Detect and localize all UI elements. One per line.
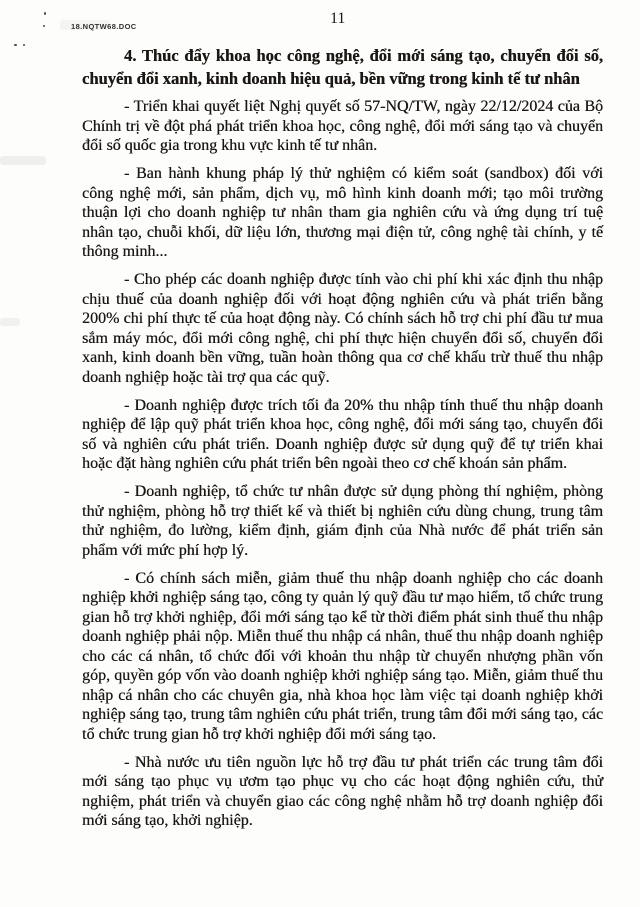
paragraph: - Doanh nghiệp, tổ chức tư nhân được sử dụng phòng thí nghiệm, phòng thử nghiệm, phòng hỗ trợ thiết kế và thiết bị nghiên cứu dùng chung, trung tâm thử nghiệm, đo lường, kiểm định, giám định của Nhà nước để phát triển sản phẩm với mức phí hợp lý. [82,483,603,559]
paragraph: - Có chính sách miễn, giảm thuế thu nhập doanh nghiệp cho các doanh nghiệp khởi nghiệp sáng tạo, công ty quản lý quỹ đầu tư mạo hiểm, tổ chức trung gian hỗ trợ khởi nghiệp, đổi mới sáng tạo kể từ thời điểm phát sinh thuế thu nhập doanh nghiệp phải nộp. Miễn thuế thu nhập cá nhân, thuế thu nhập doanh nghiệp cho các cá nhân, tổ chức đối với khoản thu nhập từ chuyển nhượng phần vốn góp, quyền góp vốn vào doanh nghiệp khởi nghiệp sáng tạo. Miễn, giảm thuế thu nhập cá nhân cho các chuyên gia, nhà khoa học làm việc tại doanh nghiệp khởi nghiệp sáng tạo, trung tâm nghiên cứu phát triển, trung tâm đổi mới sáng tạo, các tổ chức trung gian hỗ trợ khởi nghiệp đổi mới sáng tạo. [82,569,603,743]
scan-smudge [0,156,46,165]
paragraph-list [82,97,603,831]
paragraph: - Triển khai quyết liệt Nghị quyết số 57-NQ/TW, ngày 22/12/2024 của Bộ Chính trị về đột phá phát triển khoa học, công nghệ, đổi mới sáng tạo và chuyển đổi số quốc gia trong khu vực kinh tế tư nhân. [82,98,603,154]
paragraph: - Ban hành khung pháp lý thử nghiệm có kiểm soát (sandbox) đối với công nghệ mới, sản phẩm, dịch vụ, mô hình kinh doanh mới; tạo môi trường thuận lợi cho doanh nghiệp tư nhân tham gia nghiên cứu và ứng dụng trí tuệ nhân tạo, chuỗi khối, dữ liệu lớn, thương mại điện tử, công nghệ tài chính, y tế thông minh... [82,165,603,260]
paragraph: - Nhà nước ưu tiên nguồn lực hỗ trợ đầu tư phát triển các trung tâm đổi mới sáng tạo phục vụ ươm tạo phục vụ cho các hoạt động nghiên cứu, thử nghiệm, phát triển và chuyển giao các công nghệ nhằm hỗ trợ doanh nghiệp đổi mới sáng tạo, khởi nghiệp. [82,753,603,829]
scan-speck [43,25,45,27]
scan-speck [44,12,46,15]
scan-smudge [0,318,20,326]
scan-speck [23,44,25,46]
section-heading: 4. Thúc đẩy khoa học công nghệ, đổi mới sáng tạo, chuyển đổi số, chuyển đổi xanh, kinh doanh hiệu quả, bền vững trong kinh tế tư nhân [82,46,603,88]
paragraph: - Doanh nghiệp được trích tối đa 20% thu nhập tính thuế thu nhập doanh nghiệp để lập quỹ phát triển khoa học, công nghệ, đổi mới sáng tạo, chuyển đổi số và nghiên cứu phát triển. Doanh nghiệp được sử dụng quỹ để tự triển khai hoặc đặt hàng nghiên cứu phát triển bên ngoài theo cơ chế khoán sản phẩm. [82,396,603,472]
doc-filename-label: 18.NQTW68.DOC [71,22,137,31]
paragraph: - Cho phép các doanh nghiệp được tính vào chi phí khi xác định thu nhập chịu thuế của doanh nghiệp đối với hoạt động nghiên cứu và phát triển bằng 200% chi phí thực tế của hoạt động này. Có chính sách hỗ trợ chi phí đầu tư mua sắm máy móc, đổi mới công nghệ, chi phí thực hiện chuyển đổi số, chuyển đổi xanh, kinh doanh bền vững, tuần hoàn thông qua cơ chế khấu trừ thuế thu nhập doanh nghiệp hoặc tài trợ qua các quỹ. [82,271,603,386]
page-number: 11 [330,10,346,27]
document-body [82,44,603,839]
scan-speck [14,44,17,46]
